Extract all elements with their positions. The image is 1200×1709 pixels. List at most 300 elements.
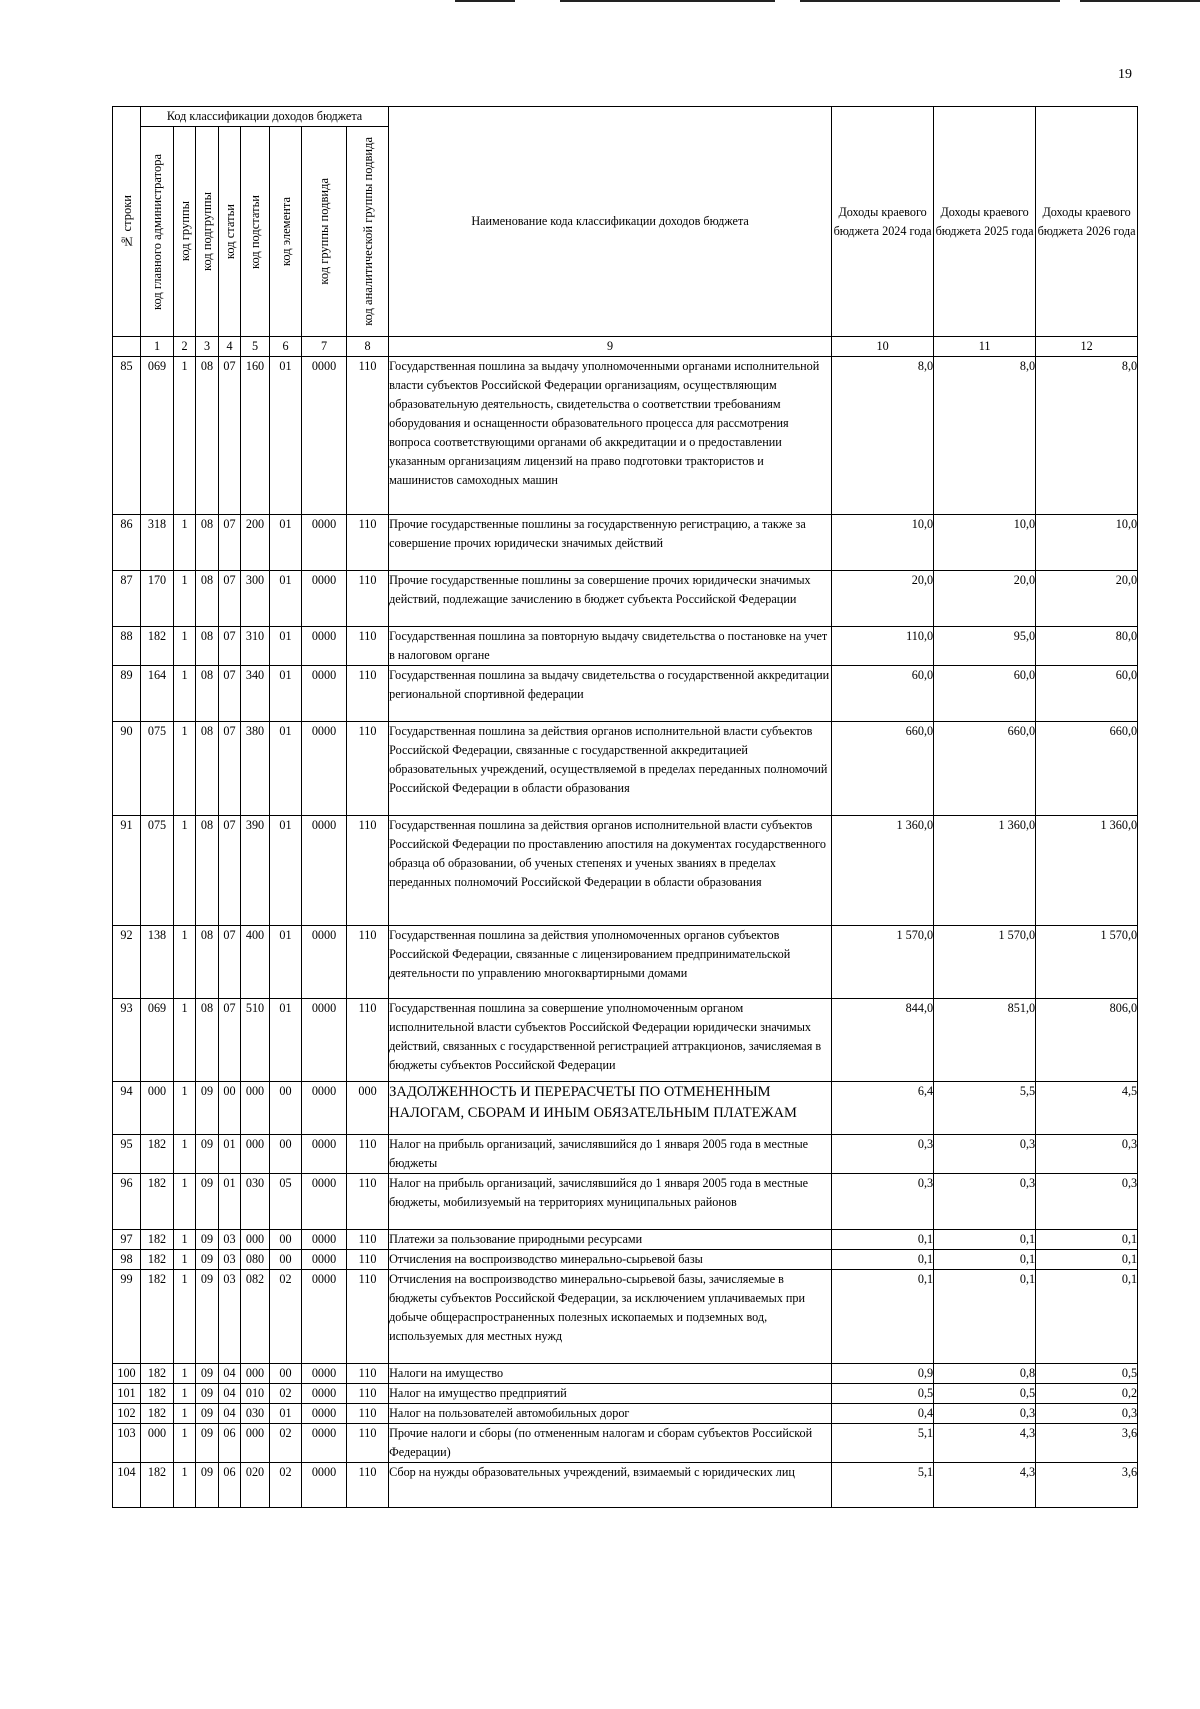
header-row-number: № строки — [113, 107, 141, 337]
code-subgroup: 09 — [196, 1270, 219, 1364]
code-group: 1 — [174, 816, 196, 926]
code-article: 06 — [219, 1463, 241, 1508]
code-admin: 182 — [141, 1250, 174, 1270]
table-row — [113, 1250, 1138, 1270]
row-number: 92 — [113, 926, 141, 999]
header-code-element: код элемента — [270, 127, 302, 337]
code-admin: 000 — [141, 1424, 174, 1463]
row-name: Государственная пошлина за действия уполномоченных органов субъектов Российской Федерации, связанные с лицензированием предпринимательской деятельности по управлению многоквартирными домами — [389, 926, 832, 999]
code-subgroup: 08 — [196, 357, 219, 515]
income-2026: 10,0 — [1036, 515, 1138, 571]
income-2024: 0,5 — [832, 1384, 934, 1404]
table-row — [113, 999, 1138, 1082]
code-group: 1 — [174, 1463, 196, 1508]
code-subgroup: 08 — [196, 571, 219, 627]
code-article: 07 — [219, 999, 241, 1082]
table-row — [113, 1135, 1138, 1174]
income-2025: 0,3 — [934, 1404, 1036, 1424]
row-number: 100 — [113, 1364, 141, 1384]
row-name: Отчисления на воспроизводство минерально-сырьевой базы — [389, 1250, 832, 1270]
income-2025: 1 570,0 — [934, 926, 1036, 999]
income-2026: 4,5 — [1036, 1082, 1138, 1135]
income-2024: 110,0 — [832, 627, 934, 666]
code-analytic-group: 110 — [347, 571, 389, 627]
code-subgroup: 09 — [196, 1364, 219, 1384]
code-article: 04 — [219, 1384, 241, 1404]
column-number: 8 — [347, 337, 389, 357]
income-2026: 8,0 — [1036, 357, 1138, 515]
column-number: 10 — [832, 337, 934, 357]
row-number: 88 — [113, 627, 141, 666]
income-2024: 6,4 — [832, 1082, 934, 1135]
code-subtype-group: 0000 — [302, 1463, 347, 1508]
table-row — [113, 1424, 1138, 1463]
income-2026: 0,3 — [1036, 1174, 1138, 1230]
code-subgroup: 08 — [196, 666, 219, 722]
row-name: Государственная пошлина за действия органов исполнительной власти субъектов Российской Федерации, связанные с государственной аккредитацией образовательных учреждений, осуществляемой в пределах переданных полномочий Российской Федерации в области образования — [389, 722, 832, 816]
code-article: 07 — [219, 571, 241, 627]
scan-line — [800, 0, 1060, 2]
code-element: 01 — [270, 571, 302, 627]
code-subarticle: 000 — [241, 1135, 270, 1174]
row-name: Государственная пошлина за выдачу уполномоченными органами исполнительной власти субъектов Российской Федерации организациям, осуществляющим образовательную деятельность, свидетельства о соответствии требованиям оборудования и оснащенности образовательного процесса для рассмотрения вопроса соответствующими органами об аккредитации и о предоставлении указанным организациям лицензий на право подготовки трактористов и машинистов самоходных машин — [389, 357, 832, 515]
code-subtype-group: 0000 — [302, 1082, 347, 1135]
code-subgroup: 09 — [196, 1424, 219, 1463]
code-analytic-group: 110 — [347, 926, 389, 999]
scan-line — [1080, 0, 1200, 2]
code-subtype-group: 0000 — [302, 627, 347, 666]
code-subtype-group: 0000 — [302, 571, 347, 627]
code-subgroup: 08 — [196, 627, 219, 666]
income-2024: 5,1 — [832, 1463, 934, 1508]
code-subtype-group: 0000 — [302, 722, 347, 816]
table-row — [113, 816, 1138, 926]
income-2026: 0,1 — [1036, 1270, 1138, 1364]
code-subtype-group: 0000 — [302, 1135, 347, 1174]
header-code-group-id: код группы — [174, 127, 196, 337]
income-2026: 20,0 — [1036, 571, 1138, 627]
code-element: 01 — [270, 627, 302, 666]
code-subgroup: 08 — [196, 926, 219, 999]
income-2026: 60,0 — [1036, 666, 1138, 722]
column-number: 3 — [196, 337, 219, 357]
code-group: 1 — [174, 1384, 196, 1404]
code-analytic-group: 110 — [347, 816, 389, 926]
header-income-2026: Доходы краевого бюджета 2026 года — [1036, 107, 1138, 337]
code-article: 07 — [219, 627, 241, 666]
income-2025: 4,3 — [934, 1463, 1036, 1508]
row-number: 93 — [113, 999, 141, 1082]
code-article: 04 — [219, 1364, 241, 1384]
code-element: 02 — [270, 1384, 302, 1404]
code-subgroup: 09 — [196, 1384, 219, 1404]
code-subarticle: 340 — [241, 666, 270, 722]
income-2025: 20,0 — [934, 571, 1036, 627]
code-subarticle: 000 — [241, 1424, 270, 1463]
income-2025: 0,1 — [934, 1270, 1036, 1364]
code-admin: 318 — [141, 515, 174, 571]
code-admin: 069 — [141, 999, 174, 1082]
code-admin: 000 — [141, 1082, 174, 1135]
income-2024: 844,0 — [832, 999, 934, 1082]
code-subgroup: 09 — [196, 1135, 219, 1174]
income-2026: 0,3 — [1036, 1404, 1138, 1424]
code-group: 1 — [174, 666, 196, 722]
income-2026: 660,0 — [1036, 722, 1138, 816]
row-number: 87 — [113, 571, 141, 627]
code-admin: 164 — [141, 666, 174, 722]
code-analytic-group: 000 — [347, 1082, 389, 1135]
income-2025: 0,5 — [934, 1384, 1036, 1404]
scan-line — [455, 0, 515, 2]
row-name: Сбор на нужды образовательных учреждений, взимаемый с юридических лиц — [389, 1463, 832, 1508]
code-article: 07 — [219, 515, 241, 571]
code-admin: 182 — [141, 1270, 174, 1364]
code-group: 1 — [174, 1250, 196, 1270]
income-2025: 5,5 — [934, 1082, 1036, 1135]
row-name: Налог на прибыль организаций, зачислявшийся до 1 января 2005 года в местные бюджеты — [389, 1135, 832, 1174]
header-income-2025: Доходы краевого бюджета 2025 года — [934, 107, 1036, 337]
code-group: 1 — [174, 1135, 196, 1174]
code-subarticle: 000 — [241, 1230, 270, 1250]
income-2024: 660,0 — [832, 722, 934, 816]
code-analytic-group: 110 — [347, 722, 389, 816]
header-code-subarticle: код подстатьи — [241, 127, 270, 337]
code-admin: 182 — [141, 1404, 174, 1424]
code-subarticle: 080 — [241, 1250, 270, 1270]
row-name: Государственная пошлина за выдачу свидетельства о государственной аккредитации региональной спортивной федерации — [389, 666, 832, 722]
income-2024: 0,9 — [832, 1364, 934, 1384]
code-admin: 182 — [141, 1364, 174, 1384]
code-analytic-group: 110 — [347, 1174, 389, 1230]
column-number: 2 — [174, 337, 196, 357]
income-2024: 5,1 — [832, 1424, 934, 1463]
income-2024: 60,0 — [832, 666, 934, 722]
code-admin: 075 — [141, 816, 174, 926]
code-subgroup: 08 — [196, 816, 219, 926]
code-admin: 138 — [141, 926, 174, 999]
row-number: 102 — [113, 1404, 141, 1424]
code-subarticle: 200 — [241, 515, 270, 571]
code-analytic-group: 110 — [347, 1230, 389, 1250]
code-subtype-group: 0000 — [302, 515, 347, 571]
code-article: 01 — [219, 1135, 241, 1174]
scan-line — [560, 0, 775, 2]
row-name: Государственная пошлина за повторную выдачу свидетельства о постановке на учет в налоговом органе — [389, 627, 832, 666]
code-subgroup: 09 — [196, 1404, 219, 1424]
code-element: 00 — [270, 1082, 302, 1135]
code-article: 07 — [219, 722, 241, 816]
income-2024: 1 570,0 — [832, 926, 934, 999]
row-number: 95 — [113, 1135, 141, 1174]
code-element: 00 — [270, 1250, 302, 1270]
row-number: 86 — [113, 515, 141, 571]
code-subarticle: 380 — [241, 722, 270, 816]
code-article: 07 — [219, 816, 241, 926]
code-analytic-group: 110 — [347, 666, 389, 722]
row-number: 85 — [113, 357, 141, 515]
code-admin: 182 — [141, 1463, 174, 1508]
code-subgroup: 09 — [196, 1082, 219, 1135]
code-group: 1 — [174, 1082, 196, 1135]
code-analytic-group: 110 — [347, 1250, 389, 1270]
page-number: 19 — [1118, 67, 1132, 82]
header-income-2024: Доходы краевого бюджета 2024 года — [832, 107, 934, 337]
code-subgroup: 08 — [196, 515, 219, 571]
row-number: 94 — [113, 1082, 141, 1135]
header-code-subtype-group: код группы подвида — [302, 127, 347, 337]
code-element: 02 — [270, 1463, 302, 1508]
code-subarticle: 310 — [241, 627, 270, 666]
column-number — [113, 337, 141, 357]
income-2026: 0,1 — [1036, 1250, 1138, 1270]
income-2025: 0,3 — [934, 1135, 1036, 1174]
income-2026: 806,0 — [1036, 999, 1138, 1082]
column-number: 9 — [389, 337, 832, 357]
code-subarticle: 000 — [241, 1082, 270, 1135]
table-row — [113, 357, 1138, 515]
code-admin: 182 — [141, 1230, 174, 1250]
row-name: Прочие государственные пошлины за совершение прочих юридически значимых действий, подлежащие зачислению в бюджет субъекта Российской Федерации — [389, 571, 832, 627]
income-table — [112, 106, 1138, 1508]
code-analytic-group: 110 — [347, 1404, 389, 1424]
income-2024: 0,1 — [832, 1250, 934, 1270]
header-name-column: Наименование кода классификации доходов бюджета — [389, 107, 832, 337]
code-subgroup: 08 — [196, 999, 219, 1082]
income-2025: 95,0 — [934, 627, 1036, 666]
code-group: 1 — [174, 357, 196, 515]
code-subarticle: 030 — [241, 1174, 270, 1230]
code-element: 01 — [270, 1404, 302, 1424]
row-name: Налог на пользователей автомобильных дорог — [389, 1404, 832, 1424]
code-admin: 182 — [141, 627, 174, 666]
income-2026: 1 570,0 — [1036, 926, 1138, 999]
table-row — [113, 1384, 1138, 1404]
code-group: 1 — [174, 722, 196, 816]
code-element: 01 — [270, 816, 302, 926]
row-number: 98 — [113, 1250, 141, 1270]
row-name: Налог на прибыль организаций, зачислявшийся до 1 января 2005 года в местные бюджеты, мобилизуемый на территориях муниципальных районов — [389, 1174, 832, 1230]
table-row — [113, 1463, 1138, 1508]
row-name: ЗАДОЛЖЕННОСТЬ И ПЕРЕРАСЧЕТЫ ПО ОТМЕНЕННЫМ НАЛОГАМ, СБОРАМ И ИНЫМ ОБЯЗАТЕЛЬНЫМ ПЛАТЕЖАМ — [389, 1082, 832, 1135]
income-2024: 10,0 — [832, 515, 934, 571]
code-group: 1 — [174, 515, 196, 571]
code-article: 03 — [219, 1230, 241, 1250]
code-article: 06 — [219, 1424, 241, 1463]
row-number: 91 — [113, 816, 141, 926]
row-number: 101 — [113, 1384, 141, 1404]
income-2026: 3,6 — [1036, 1463, 1138, 1508]
table-row — [113, 1270, 1138, 1364]
column-numbers-row — [113, 337, 1138, 357]
code-article: 00 — [219, 1082, 241, 1135]
income-2024: 0,1 — [832, 1270, 934, 1364]
header-code-admin: код главного администратора — [141, 127, 174, 337]
code-analytic-group: 110 — [347, 1424, 389, 1463]
code-subtype-group: 0000 — [302, 666, 347, 722]
code-group: 1 — [174, 1364, 196, 1384]
code-subtype-group: 0000 — [302, 1174, 347, 1230]
income-2026: 0,5 — [1036, 1364, 1138, 1384]
income-2025: 0,1 — [934, 1230, 1036, 1250]
code-subtype-group: 0000 — [302, 1424, 347, 1463]
column-number: 7 — [302, 337, 347, 357]
column-number: 5 — [241, 337, 270, 357]
code-article: 01 — [219, 1174, 241, 1230]
code-subarticle: 010 — [241, 1384, 270, 1404]
code-element: 01 — [270, 999, 302, 1082]
row-name: Государственная пошлина за совершение уполномоченным органом исполнительной власти субъектов Российской Федерации юридически значимых действий, связанных с государственной регистрацией аттракционов, зачисляемая в бюджеты субъектов Российской Федерации — [389, 999, 832, 1082]
code-element: 00 — [270, 1230, 302, 1250]
column-number: 4 — [219, 337, 241, 357]
code-element: 00 — [270, 1135, 302, 1174]
table-row — [113, 1364, 1138, 1384]
table-row — [113, 571, 1138, 627]
income-2026: 80,0 — [1036, 627, 1138, 666]
code-subtype-group: 0000 — [302, 999, 347, 1082]
code-analytic-group: 110 — [347, 999, 389, 1082]
code-element: 00 — [270, 1364, 302, 1384]
income-2026: 0,1 — [1036, 1230, 1138, 1250]
row-number: 103 — [113, 1424, 141, 1463]
income-2024: 0,3 — [832, 1135, 934, 1174]
income-2024: 1 360,0 — [832, 816, 934, 926]
column-number: 11 — [934, 337, 1036, 357]
code-subtype-group: 0000 — [302, 357, 347, 515]
code-subtype-group: 0000 — [302, 1364, 347, 1384]
code-subarticle: 000 — [241, 1364, 270, 1384]
code-element: 01 — [270, 666, 302, 722]
code-admin: 182 — [141, 1384, 174, 1404]
code-element: 02 — [270, 1424, 302, 1463]
table-body — [113, 357, 1138, 1508]
code-subarticle: 510 — [241, 999, 270, 1082]
header-code-subgroup: код подгруппы — [196, 127, 219, 337]
code-admin: 075 — [141, 722, 174, 816]
code-group: 1 — [174, 926, 196, 999]
income-2024: 0,4 — [832, 1404, 934, 1424]
row-name: Налог на имущество предприятий — [389, 1384, 832, 1404]
code-group: 1 — [174, 1424, 196, 1463]
code-analytic-group: 110 — [347, 1364, 389, 1384]
code-article: 04 — [219, 1404, 241, 1424]
code-subtype-group: 0000 — [302, 1250, 347, 1270]
code-subtype-group: 0000 — [302, 816, 347, 926]
income-2026: 1 360,0 — [1036, 816, 1138, 926]
table-row — [113, 1174, 1138, 1230]
income-2025: 0,1 — [934, 1250, 1036, 1270]
income-2026: 0,3 — [1036, 1135, 1138, 1174]
code-group: 1 — [174, 627, 196, 666]
row-number: 89 — [113, 666, 141, 722]
income-2025: 8,0 — [934, 357, 1036, 515]
code-analytic-group: 110 — [347, 1270, 389, 1364]
table-row — [113, 926, 1138, 999]
code-admin: 182 — [141, 1174, 174, 1230]
row-number: 97 — [113, 1230, 141, 1250]
code-subarticle: 020 — [241, 1463, 270, 1508]
code-analytic-group: 110 — [347, 1135, 389, 1174]
income-2026: 3,6 — [1036, 1424, 1138, 1463]
table-row — [113, 1404, 1138, 1424]
code-element: 01 — [270, 515, 302, 571]
code-subtype-group: 0000 — [302, 1384, 347, 1404]
row-name: Прочие государственные пошлины за государственную регистрацию, а также за совершение прочих юридически значимых действий — [389, 515, 832, 571]
code-admin: 182 — [141, 1135, 174, 1174]
code-article: 07 — [219, 926, 241, 999]
code-article: 03 — [219, 1270, 241, 1364]
row-number: 96 — [113, 1174, 141, 1230]
code-article: 07 — [219, 666, 241, 722]
row-number: 99 — [113, 1270, 141, 1364]
income-2024: 20,0 — [832, 571, 934, 627]
code-subgroup: 09 — [196, 1230, 219, 1250]
code-element: 01 — [270, 926, 302, 999]
code-element: 01 — [270, 357, 302, 515]
code-subarticle: 390 — [241, 816, 270, 926]
column-number: 12 — [1036, 337, 1138, 357]
code-subarticle: 160 — [241, 357, 270, 515]
code-subtype-group: 0000 — [302, 926, 347, 999]
code-element: 01 — [270, 722, 302, 816]
code-group: 1 — [174, 571, 196, 627]
code-element: 05 — [270, 1174, 302, 1230]
income-2025: 660,0 — [934, 722, 1036, 816]
row-name: Платежи за пользование природными ресурсами — [389, 1230, 832, 1250]
row-name: Налоги на имущество — [389, 1364, 832, 1384]
row-name: Отчисления на воспроизводство минерально-сырьевой базы, зачисляемые в бюджеты субъектов Российской Федерации, за исключением уплачиваемых при добыче общераспространенных полезных ископаемых и подземных вод, используемых для местных нужд — [389, 1270, 832, 1364]
table-row — [113, 666, 1138, 722]
income-2025: 60,0 — [934, 666, 1036, 722]
table-row — [113, 1082, 1138, 1135]
code-subtype-group: 0000 — [302, 1404, 347, 1424]
column-number: 6 — [270, 337, 302, 357]
code-analytic-group: 110 — [347, 1384, 389, 1404]
table-row — [113, 722, 1138, 816]
code-analytic-group: 110 — [347, 515, 389, 571]
income-2024: 8,0 — [832, 357, 934, 515]
table-row — [113, 515, 1138, 571]
header-code-group: Код классификации доходов бюджета — [141, 107, 389, 127]
code-analytic-group: 110 — [347, 1463, 389, 1508]
code-element: 02 — [270, 1270, 302, 1364]
header-code-article: код статьи — [219, 127, 241, 337]
income-2025: 1 360,0 — [934, 816, 1036, 926]
code-analytic-group: 110 — [347, 627, 389, 666]
code-subarticle: 400 — [241, 926, 270, 999]
income-2024: 0,3 — [832, 1174, 934, 1230]
income-2025: 851,0 — [934, 999, 1036, 1082]
code-subgroup: 09 — [196, 1250, 219, 1270]
code-subtype-group: 0000 — [302, 1270, 347, 1364]
row-number: 104 — [113, 1463, 141, 1508]
code-group: 1 — [174, 1270, 196, 1364]
code-article: 07 — [219, 357, 241, 515]
column-number: 1 — [141, 337, 174, 357]
income-2025: 0,3 — [934, 1174, 1036, 1230]
code-analytic-group: 110 — [347, 357, 389, 515]
code-subgroup: 09 — [196, 1463, 219, 1508]
code-subarticle: 030 — [241, 1404, 270, 1424]
row-name: Прочие налоги и сборы (по отмененным налогам и сборам субъектов Российской Федерации) — [389, 1424, 832, 1463]
code-group: 1 — [174, 1174, 196, 1230]
code-group: 1 — [174, 1404, 196, 1424]
code-subgroup: 09 — [196, 1174, 219, 1230]
code-article: 03 — [219, 1250, 241, 1270]
income-2025: 0,8 — [934, 1364, 1036, 1384]
row-number: 90 — [113, 722, 141, 816]
income-2025: 10,0 — [934, 515, 1036, 571]
